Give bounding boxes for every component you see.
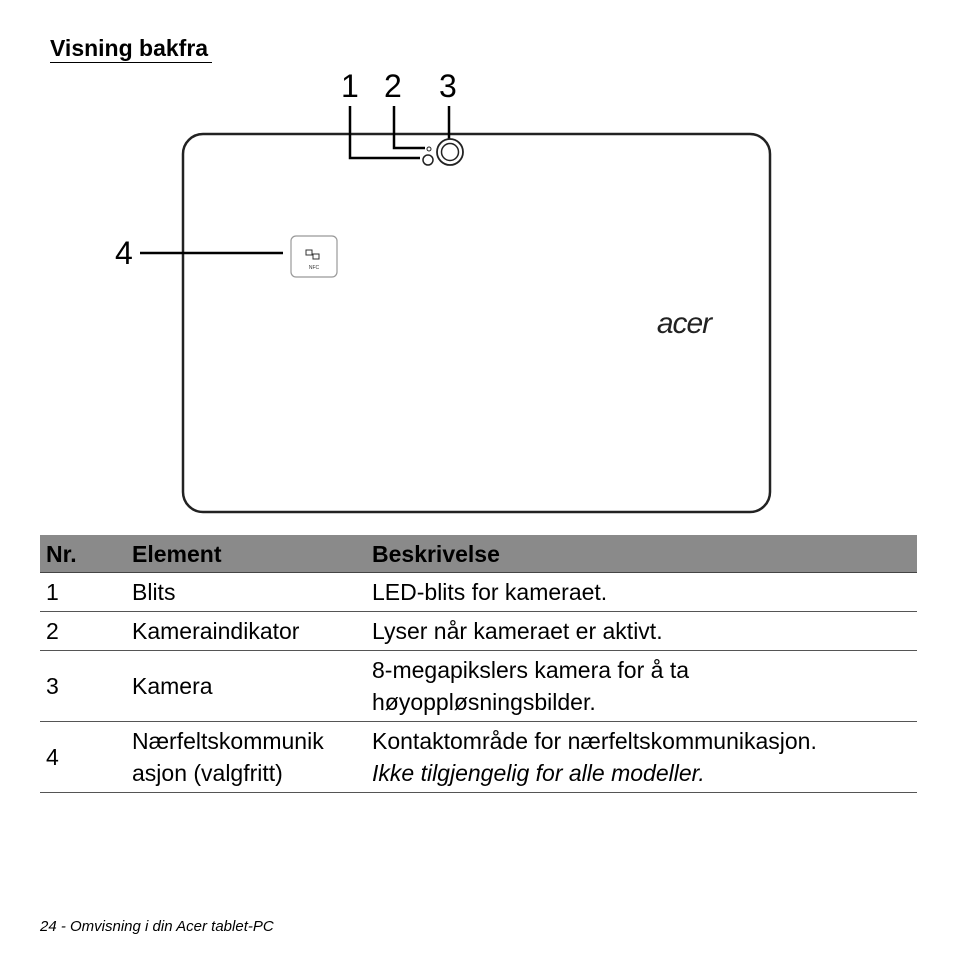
row-nr: 3 <box>40 651 126 722</box>
page-footer: 24 - Omvisning i din Acer tablet-PC <box>40 918 274 935</box>
row-element: Kamera <box>126 651 366 722</box>
callout-4: 4 <box>115 235 133 271</box>
nfc-label: NFC <box>308 265 320 271</box>
row-note: Ikke tilgjengelig for alle modeller. <box>372 760 705 786</box>
section-heading: Visning bakfra <box>50 34 212 63</box>
camera-lens <box>442 144 459 161</box>
row-description: 8-megapikslers kamera for å ta høyoppløsningsbilder. <box>366 651 917 722</box>
row-description: Kontaktområde for nærfeltskommunikasjon. <box>372 728 817 754</box>
acer-logo: acer <box>656 307 712 340</box>
row-element: Nærfeltskommunik asjon (valgfritt) <box>126 722 366 793</box>
table-row <box>40 651 917 722</box>
table-row <box>40 612 917 651</box>
table-row <box>40 573 917 612</box>
flash <box>423 155 433 165</box>
header-nr: Nr. <box>40 535 126 573</box>
header-description: Beskrivelse <box>366 535 917 573</box>
row-nr: 2 <box>40 612 126 651</box>
row-nr: 1 <box>40 573 126 612</box>
callout-3: 3 <box>439 68 457 104</box>
row-nr: 4 <box>40 722 126 793</box>
row-element: Blits <box>126 573 366 612</box>
row-description: LED-blits for kameraet. <box>366 573 917 612</box>
callout-2: 2 <box>384 68 402 104</box>
table-header-row <box>40 535 917 573</box>
row-description: Lyser når kameraet er aktivt. <box>366 612 917 651</box>
camera-indicator <box>427 147 431 151</box>
row-element: Kameraindikator <box>126 612 366 651</box>
header-element: Element <box>126 535 366 573</box>
row-description-cell <box>366 722 917 793</box>
table-row <box>40 722 917 793</box>
callout-1: 1 <box>341 68 359 104</box>
component-table <box>40 535 917 793</box>
